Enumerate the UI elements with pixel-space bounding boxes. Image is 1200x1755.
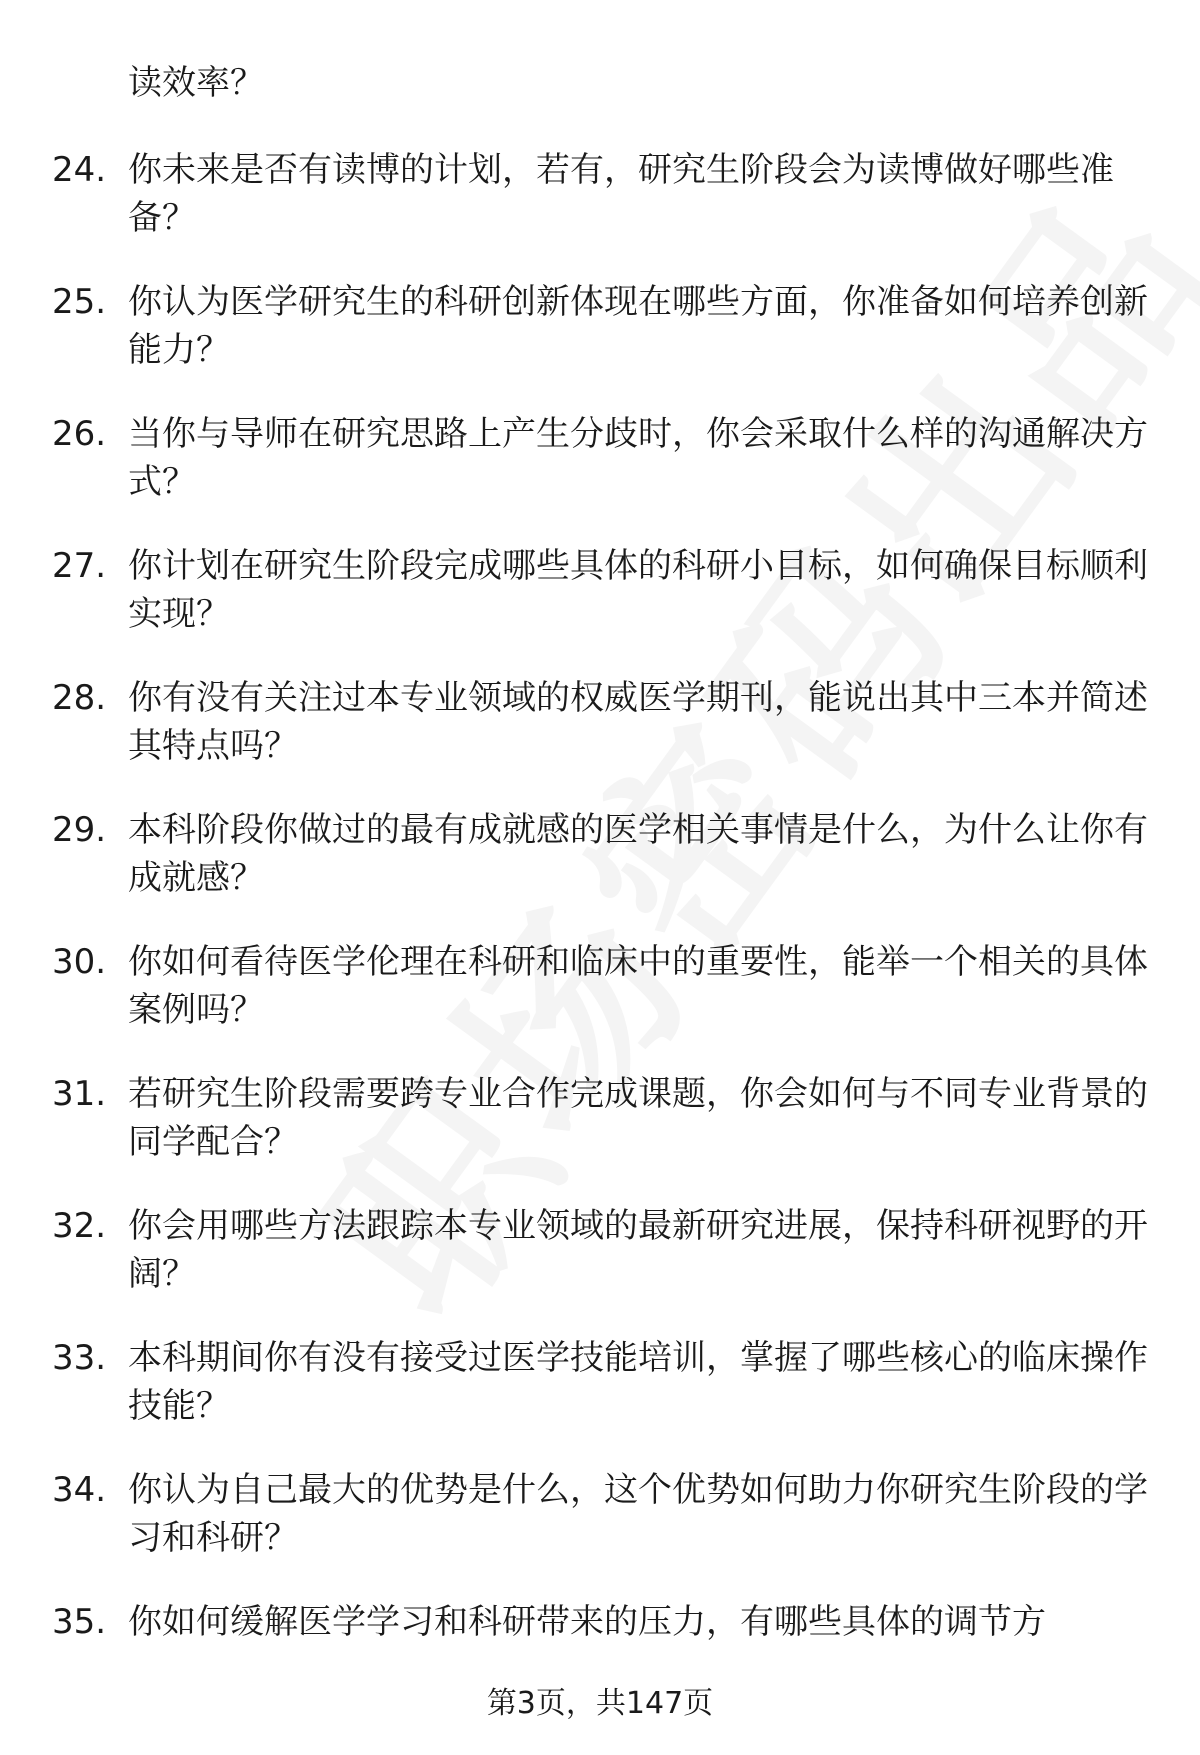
- question-number: 31.: [52, 1074, 107, 1114]
- question-item: [0, 1326, 1200, 1458]
- question-item: [0, 1458, 1200, 1590]
- question-item: [0, 798, 1200, 930]
- question-number: 29.: [52, 810, 107, 850]
- question-number: 33.: [52, 1338, 107, 1378]
- question-number: 28.: [52, 678, 107, 718]
- question-text: 本科阶段你做过的最有成就感的医学相关事情是什么，为什么让你有成就感？: [128, 810, 1148, 898]
- question-number: 27.: [52, 546, 107, 586]
- question-text: 你认为自己最大的优势是什么，这个优势如何助力你研究生阶段的学习和科研？: [128, 1470, 1148, 1558]
- question-text: 本科期间你有没有接受过医学技能培训，掌握了哪些核心的临床操作技能？: [128, 1338, 1148, 1426]
- question-number: 34.: [52, 1470, 107, 1510]
- question-text: 你会用哪些方法跟踪本专业领域的最新研究进展，保持科研视野的开阔？: [128, 1206, 1148, 1294]
- question-text: 你未来是否有读博的计划，若有，研究生阶段会为读博做好哪些准备？: [128, 150, 1114, 238]
- question-text: 当你与导师在研究思路上产生分歧时，你会采取什么样的沟通解决方式？: [128, 414, 1148, 502]
- question-item: [0, 930, 1200, 1062]
- question-text: 你认为医学研究生的科研创新体现在哪些方面，你准备如何培养创新能力？: [128, 282, 1148, 370]
- question-item: [0, 138, 1200, 270]
- question-text: 你计划在研究生阶段完成哪些具体的科研小目标，如何确保目标顺利实现？: [128, 546, 1148, 634]
- question-list: [0, 138, 1200, 1722]
- question-text: 你有没有关注过本专业领域的权威医学期刊，能说出其中三本并简述其特点吗？: [128, 678, 1148, 766]
- question-item: [0, 402, 1200, 534]
- question-text: 你如何看待医学伦理在科研和临床中的重要性，能举一个相关的具体案例吗？: [128, 942, 1148, 1030]
- question-number: 26.: [52, 414, 107, 454]
- question-number: 30.: [52, 942, 107, 982]
- question-item: [0, 1062, 1200, 1194]
- previous-question-continuation: 读效率？: [128, 63, 264, 103]
- page-footer: 第3页，共147页: [486, 1686, 714, 1721]
- question-number: 35.: [52, 1602, 107, 1642]
- question-number: 32.: [52, 1206, 107, 1246]
- question-number: 25.: [52, 282, 107, 322]
- question-item: [0, 1194, 1200, 1326]
- question-text: 若研究生阶段需要跨专业合作完成课题，你会如何与不同专业背景的同学配合？: [128, 1074, 1148, 1162]
- question-text: 你如何缓解医学学习和科研带来的压力，有哪些具体的调节方: [128, 1602, 1046, 1642]
- question-item: [0, 666, 1200, 798]
- question-item: [0, 270, 1200, 402]
- question-item: [0, 534, 1200, 666]
- question-number: 24.: [52, 150, 107, 190]
